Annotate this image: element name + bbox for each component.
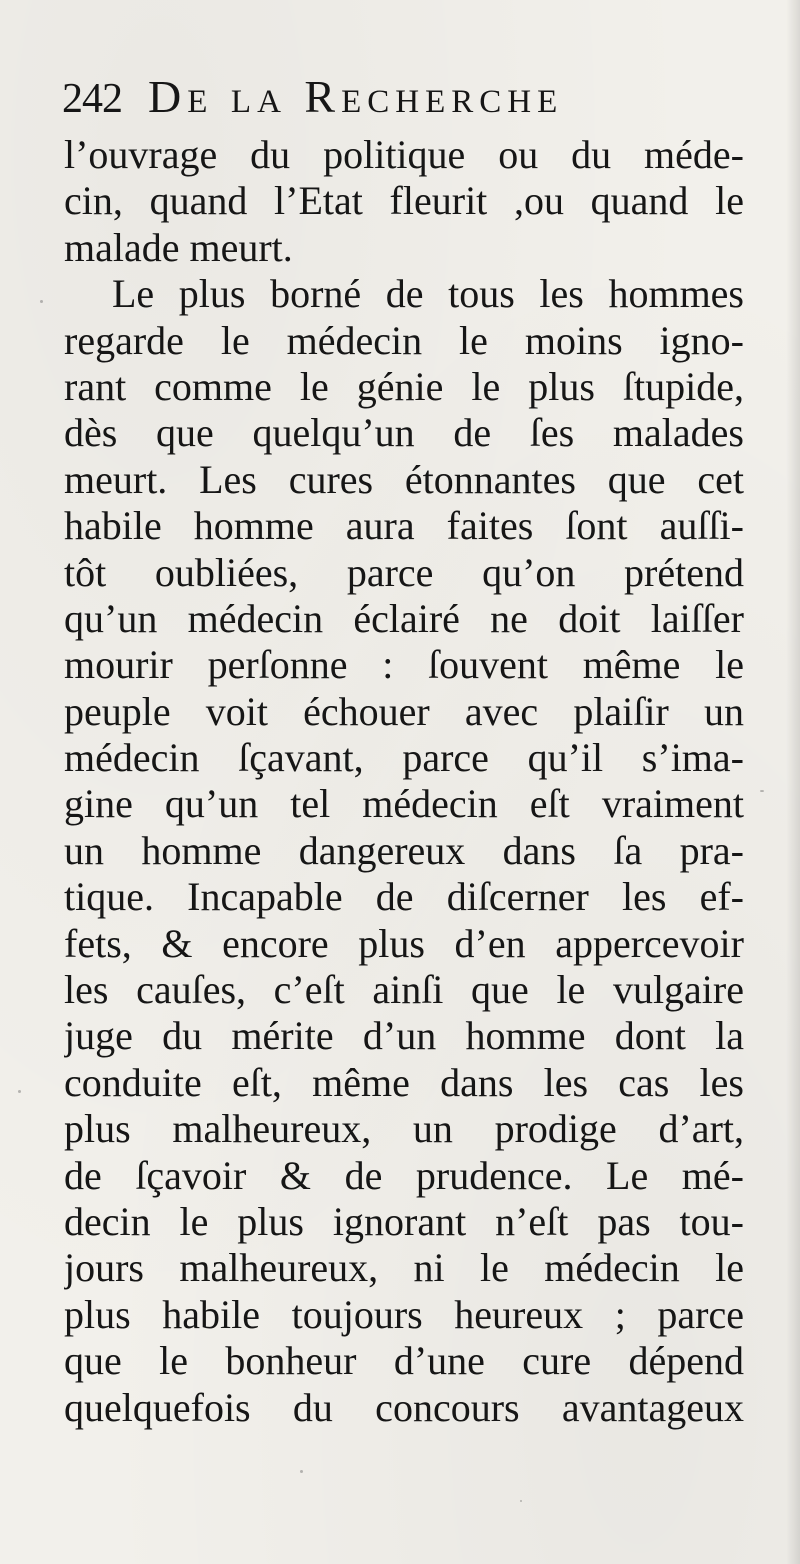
body-text	[64, 132, 744, 1431]
text-line: tôt oubliées, parce qu’on prétend	[64, 549, 744, 595]
text-line: malade meurt.	[64, 224, 293, 270]
text-line: un homme dangereux dans ſa pra-	[64, 827, 744, 873]
text-line: de ſçavoir & de prudence. Le mé-	[64, 1152, 744, 1198]
running-title-la: LA	[230, 84, 287, 120]
text-line: Le plus borné de tous les hommes	[112, 271, 744, 317]
text-line: peuple voit échouer avec plaiſir un	[64, 688, 744, 734]
paper-speck	[300, 1470, 303, 1473]
text-line: les cauſes, c’eſt ainſi que le vulgaire	[64, 967, 744, 1013]
text-line: cin, quand l’Etat fleurit ,ou quand le	[64, 178, 744, 224]
paper-speck	[520, 1500, 522, 1502]
text-line: meurt. Les cures étonnantes que cet	[64, 456, 744, 502]
text-line: conduite eſt, même dans les cas les	[64, 1059, 744, 1105]
text-line: que le bonheur d’une cure dépend	[64, 1338, 744, 1384]
text-line: qu’un médecin éclairé ne doit laiſſer	[64, 595, 744, 641]
page-header	[62, 70, 762, 130]
page-edge-shadow	[786, 0, 800, 1564]
text-line: juge du mérite d’un homme dont la	[64, 1013, 744, 1059]
text-line: gine qu’un tel médecin eſt vraiment	[64, 781, 744, 827]
page-number: 242	[62, 76, 122, 122]
text-line: tique. Incapable de diſcerner les ef-	[64, 874, 744, 920]
text-line: plus malheureux, un prodige d’art,	[64, 1106, 744, 1152]
running-title-de: DE	[148, 71, 214, 122]
text-line: habile homme aura faites ſont auſſi-	[64, 503, 744, 549]
paper-speck	[40, 300, 43, 303]
paper-speck	[18, 1090, 21, 1093]
text-line: quelquefois du concours avantageux	[64, 1384, 744, 1430]
text-line: mourir perſonne : ſouvent même le	[64, 642, 744, 688]
text-line: jours malheureux, ni le médecin le	[64, 1245, 744, 1291]
text-line: l’ouvrage du politique ou du méde-	[64, 132, 744, 177]
text-line: decin le plus ignorant n’eſt pas tou-	[64, 1198, 744, 1244]
text-line: fets, & encore plus d’en appercevoir	[64, 920, 744, 966]
text-line: dès que quelqu’un de ſes malades	[64, 410, 744, 456]
text-line: regarde le médecin le moins igno-	[64, 317, 744, 363]
running-title-recherche: RECHERCHE	[304, 71, 564, 122]
text-line: rant comme le génie le plus ſtupide,	[64, 363, 744, 409]
text-line: médecin ſçavant, parce qu’il s’ima-	[64, 735, 744, 781]
text-line: plus habile toujours heureux ; parce	[64, 1291, 744, 1337]
paper-speck	[760, 790, 764, 792]
running-title	[148, 70, 563, 123]
